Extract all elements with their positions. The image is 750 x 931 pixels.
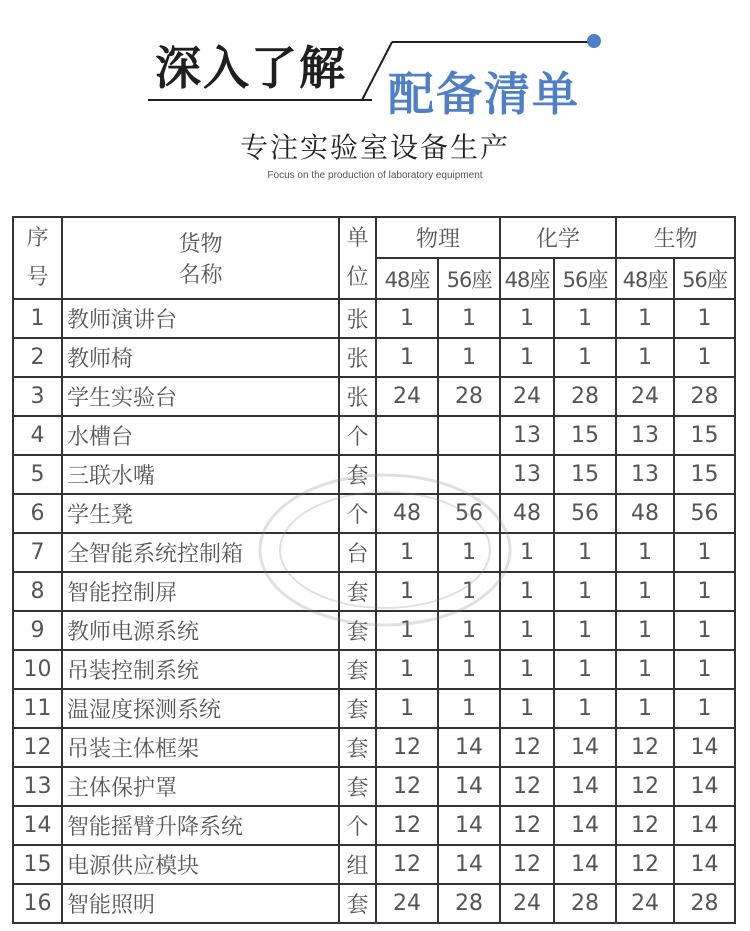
header-seq-line1: 序 [26, 226, 49, 251]
qty-physics-56: 28 [438, 377, 500, 416]
qty-chemistry-48: 1 [500, 611, 554, 650]
qty-biology-48: 24 [616, 377, 674, 416]
item-name: 水槽台 [62, 416, 339, 455]
qty-chemistry-48: 13 [500, 455, 554, 494]
row-index: 9 [13, 611, 62, 650]
item-unit: 组 [339, 845, 376, 884]
qty-physics-48: 1 [376, 572, 438, 611]
item-unit: 个 [339, 494, 376, 533]
item-name: 吊装主体框架 [62, 728, 339, 767]
qty-physics-48: 1 [376, 689, 438, 728]
qty-biology-48: 1 [616, 572, 674, 611]
qty-biology-56: 28 [674, 884, 735, 923]
row-index: 10 [13, 650, 62, 689]
qty-chemistry-56: 14 [554, 728, 616, 767]
qty-physics-48: 12 [376, 845, 438, 884]
qty-chemistry-48: 48 [500, 494, 554, 533]
qty-biology-48: 1 [616, 611, 674, 650]
qty-biology-48: 1 [616, 650, 674, 689]
header-name [62, 217, 339, 299]
header-name-line1: 货物 [178, 232, 223, 257]
item-unit: 张 [339, 377, 376, 416]
header-subgroup: 48座 [376, 258, 438, 299]
header-name-line2: 名称 [178, 263, 223, 288]
qty-physics-48 [376, 416, 438, 455]
item-name: 教师电源系统 [62, 611, 339, 650]
qty-biology-56: 1 [674, 338, 735, 377]
row-index: 16 [13, 884, 62, 923]
qty-chemistry-48: 1 [500, 650, 554, 689]
qty-biology-48: 1 [616, 299, 674, 338]
item-name: 学生凳 [62, 494, 339, 533]
item-unit: 套 [339, 650, 376, 689]
header-subgroup: 48座 [500, 258, 554, 299]
qty-physics-48: 1 [376, 533, 438, 572]
qty-biology-48: 12 [616, 728, 674, 767]
qty-chemistry-56: 14 [554, 845, 616, 884]
item-unit: 个 [339, 806, 376, 845]
qty-chemistry-48: 1 [500, 299, 554, 338]
header-unit-line2: 位 [346, 265, 369, 290]
item-name: 智能控制屏 [62, 572, 339, 611]
qty-physics-56 [438, 416, 500, 455]
qty-biology-48: 24 [616, 884, 674, 923]
qty-physics-48: 24 [376, 884, 438, 923]
qty-biology-56: 15 [674, 455, 735, 494]
qty-physics-48 [376, 455, 438, 494]
qty-biology-48: 13 [616, 416, 674, 455]
header-subgroup: 56座 [674, 258, 735, 299]
qty-biology-56: 1 [674, 650, 735, 689]
table-row [13, 728, 735, 767]
qty-chemistry-48: 12 [500, 728, 554, 767]
qty-chemistry-56: 28 [554, 884, 616, 923]
qty-chemistry-56: 15 [554, 455, 616, 494]
equipment-table-container [12, 216, 734, 924]
qty-physics-56: 1 [438, 650, 500, 689]
item-name: 主体保护罩 [62, 767, 339, 806]
item-unit: 个 [339, 416, 376, 455]
item-unit: 套 [339, 611, 376, 650]
item-name: 教师椅 [62, 338, 339, 377]
qty-chemistry-48: 24 [500, 884, 554, 923]
row-index: 5 [13, 455, 62, 494]
item-unit: 台 [339, 533, 376, 572]
header-seq [13, 217, 62, 299]
header-subgroup: 56座 [554, 258, 616, 299]
title-left: 深入了解 [155, 41, 347, 95]
header-subgroup: 48座 [616, 258, 674, 299]
qty-physics-48: 12 [376, 806, 438, 845]
qty-chemistry-56: 15 [554, 416, 616, 455]
qty-physics-48: 12 [376, 728, 438, 767]
item-unit: 套 [339, 884, 376, 923]
item-unit: 张 [339, 338, 376, 377]
header-group-chemistry: 化学 [500, 217, 616, 258]
qty-chemistry-48: 13 [500, 416, 554, 455]
qty-physics-56: 1 [438, 338, 500, 377]
equipment-list-table [12, 216, 736, 924]
item-unit: 套 [339, 455, 376, 494]
table-row [13, 689, 735, 728]
accent-dot-icon [587, 34, 601, 48]
row-index: 13 [13, 767, 62, 806]
subtitle: 专注实验室设备生产 [239, 131, 510, 164]
qty-biology-56: 28 [674, 377, 735, 416]
qty-chemistry-56: 14 [554, 806, 616, 845]
qty-biology-48: 1 [616, 338, 674, 377]
table-row [13, 650, 735, 689]
qty-biology-56: 1 [674, 689, 735, 728]
page-header [0, 0, 750, 205]
table-row [13, 299, 735, 338]
table-row [13, 455, 735, 494]
row-index: 12 [13, 728, 62, 767]
qty-physics-56: 14 [438, 806, 500, 845]
qty-biology-48: 12 [616, 767, 674, 806]
table-row [13, 377, 735, 416]
qty-chemistry-56: 56 [554, 494, 616, 533]
qty-physics-56: 1 [438, 299, 500, 338]
qty-chemistry-48: 12 [500, 767, 554, 806]
item-unit: 张 [339, 299, 376, 338]
row-index: 7 [13, 533, 62, 572]
qty-physics-56: 14 [438, 845, 500, 884]
qty-chemistry-48: 1 [500, 338, 554, 377]
qty-chemistry-56: 1 [554, 299, 616, 338]
qty-chemistry-56: 1 [554, 338, 616, 377]
qty-physics-56: 28 [438, 884, 500, 923]
table-row [13, 494, 735, 533]
qty-physics-48: 1 [376, 650, 438, 689]
header-unit-line1: 单 [346, 226, 369, 251]
row-index: 3 [13, 377, 62, 416]
row-index: 14 [13, 806, 62, 845]
qty-biology-48: 13 [616, 455, 674, 494]
qty-biology-48: 12 [616, 845, 674, 884]
qty-physics-48: 1 [376, 299, 438, 338]
item-name: 三联水嘴 [62, 455, 339, 494]
title-divider-lines [0, 0, 750, 120]
table-row [13, 767, 735, 806]
qty-biology-56: 14 [674, 806, 735, 845]
qty-physics-48: 1 [376, 611, 438, 650]
qty-chemistry-56: 1 [554, 650, 616, 689]
qty-biology-56: 1 [674, 533, 735, 572]
qty-physics-56: 1 [438, 572, 500, 611]
qty-biology-56: 14 [674, 845, 735, 884]
table-row [13, 845, 735, 884]
table-row [13, 611, 735, 650]
qty-physics-48: 48 [376, 494, 438, 533]
qty-chemistry-48: 1 [500, 689, 554, 728]
item-name: 教师演讲台 [62, 299, 339, 338]
title-right: 配备清单 [388, 67, 580, 121]
row-index: 11 [13, 689, 62, 728]
item-unit: 套 [339, 689, 376, 728]
item-unit: 套 [339, 572, 376, 611]
qty-physics-56: 1 [438, 689, 500, 728]
row-index: 8 [13, 572, 62, 611]
header-group-physics: 物理 [376, 217, 500, 258]
row-index: 15 [13, 845, 62, 884]
qty-biology-56: 56 [674, 494, 735, 533]
qty-biology-56: 14 [674, 728, 735, 767]
table-header-row-1 [13, 217, 735, 258]
row-index: 1 [13, 299, 62, 338]
qty-physics-48: 12 [376, 767, 438, 806]
qty-physics-56: 1 [438, 533, 500, 572]
table-body [13, 299, 735, 923]
qty-biology-56: 1 [674, 299, 735, 338]
table-row [13, 572, 735, 611]
qty-biology-48: 48 [616, 494, 674, 533]
qty-chemistry-56: 1 [554, 689, 616, 728]
qty-physics-48: 1 [376, 338, 438, 377]
qty-biology-56: 1 [674, 572, 735, 611]
qty-chemistry-56: 1 [554, 611, 616, 650]
table-row [13, 533, 735, 572]
item-name: 智能摇臂升降系统 [62, 806, 339, 845]
row-index: 6 [13, 494, 62, 533]
qty-physics-56: 1 [438, 611, 500, 650]
item-unit: 套 [339, 728, 376, 767]
row-index: 2 [13, 338, 62, 377]
item-unit: 套 [339, 767, 376, 806]
qty-chemistry-56: 14 [554, 767, 616, 806]
item-name: 智能照明 [62, 884, 339, 923]
qty-chemistry-56: 1 [554, 572, 616, 611]
qty-chemistry-56: 28 [554, 377, 616, 416]
qty-biology-48: 1 [616, 533, 674, 572]
qty-biology-48: 1 [616, 689, 674, 728]
header-subgroup: 56座 [438, 258, 500, 299]
qty-physics-48: 24 [376, 377, 438, 416]
qty-physics-56: 56 [438, 494, 500, 533]
table-row [13, 806, 735, 845]
qty-biology-56: 1 [674, 611, 735, 650]
table-row [13, 416, 735, 455]
header-group-biology: 生物 [616, 217, 735, 258]
header-unit [339, 217, 376, 299]
item-name: 全智能系统控制箱 [62, 533, 339, 572]
qty-chemistry-48: 12 [500, 845, 554, 884]
table-row [13, 338, 735, 377]
qty-chemistry-48: 1 [500, 533, 554, 572]
qty-physics-56: 14 [438, 767, 500, 806]
qty-biology-48: 12 [616, 806, 674, 845]
item-name: 电源供应模块 [62, 845, 339, 884]
item-name: 学生实验台 [62, 377, 339, 416]
row-index: 4 [13, 416, 62, 455]
qty-chemistry-56: 1 [554, 533, 616, 572]
qty-physics-56: 14 [438, 728, 500, 767]
header-seq-line2: 号 [26, 265, 49, 290]
qty-chemistry-48: 12 [500, 806, 554, 845]
qty-chemistry-48: 1 [500, 572, 554, 611]
table-row [13, 884, 735, 923]
qty-physics-56 [438, 455, 500, 494]
qty-biology-56: 15 [674, 416, 735, 455]
item-name: 吊装控制系统 [62, 650, 339, 689]
item-name: 温湿度探测系统 [62, 689, 339, 728]
qty-biology-56: 14 [674, 767, 735, 806]
subtitle-english: Focus on the production of laboratory equipment [267, 170, 483, 181]
qty-chemistry-48: 24 [500, 377, 554, 416]
